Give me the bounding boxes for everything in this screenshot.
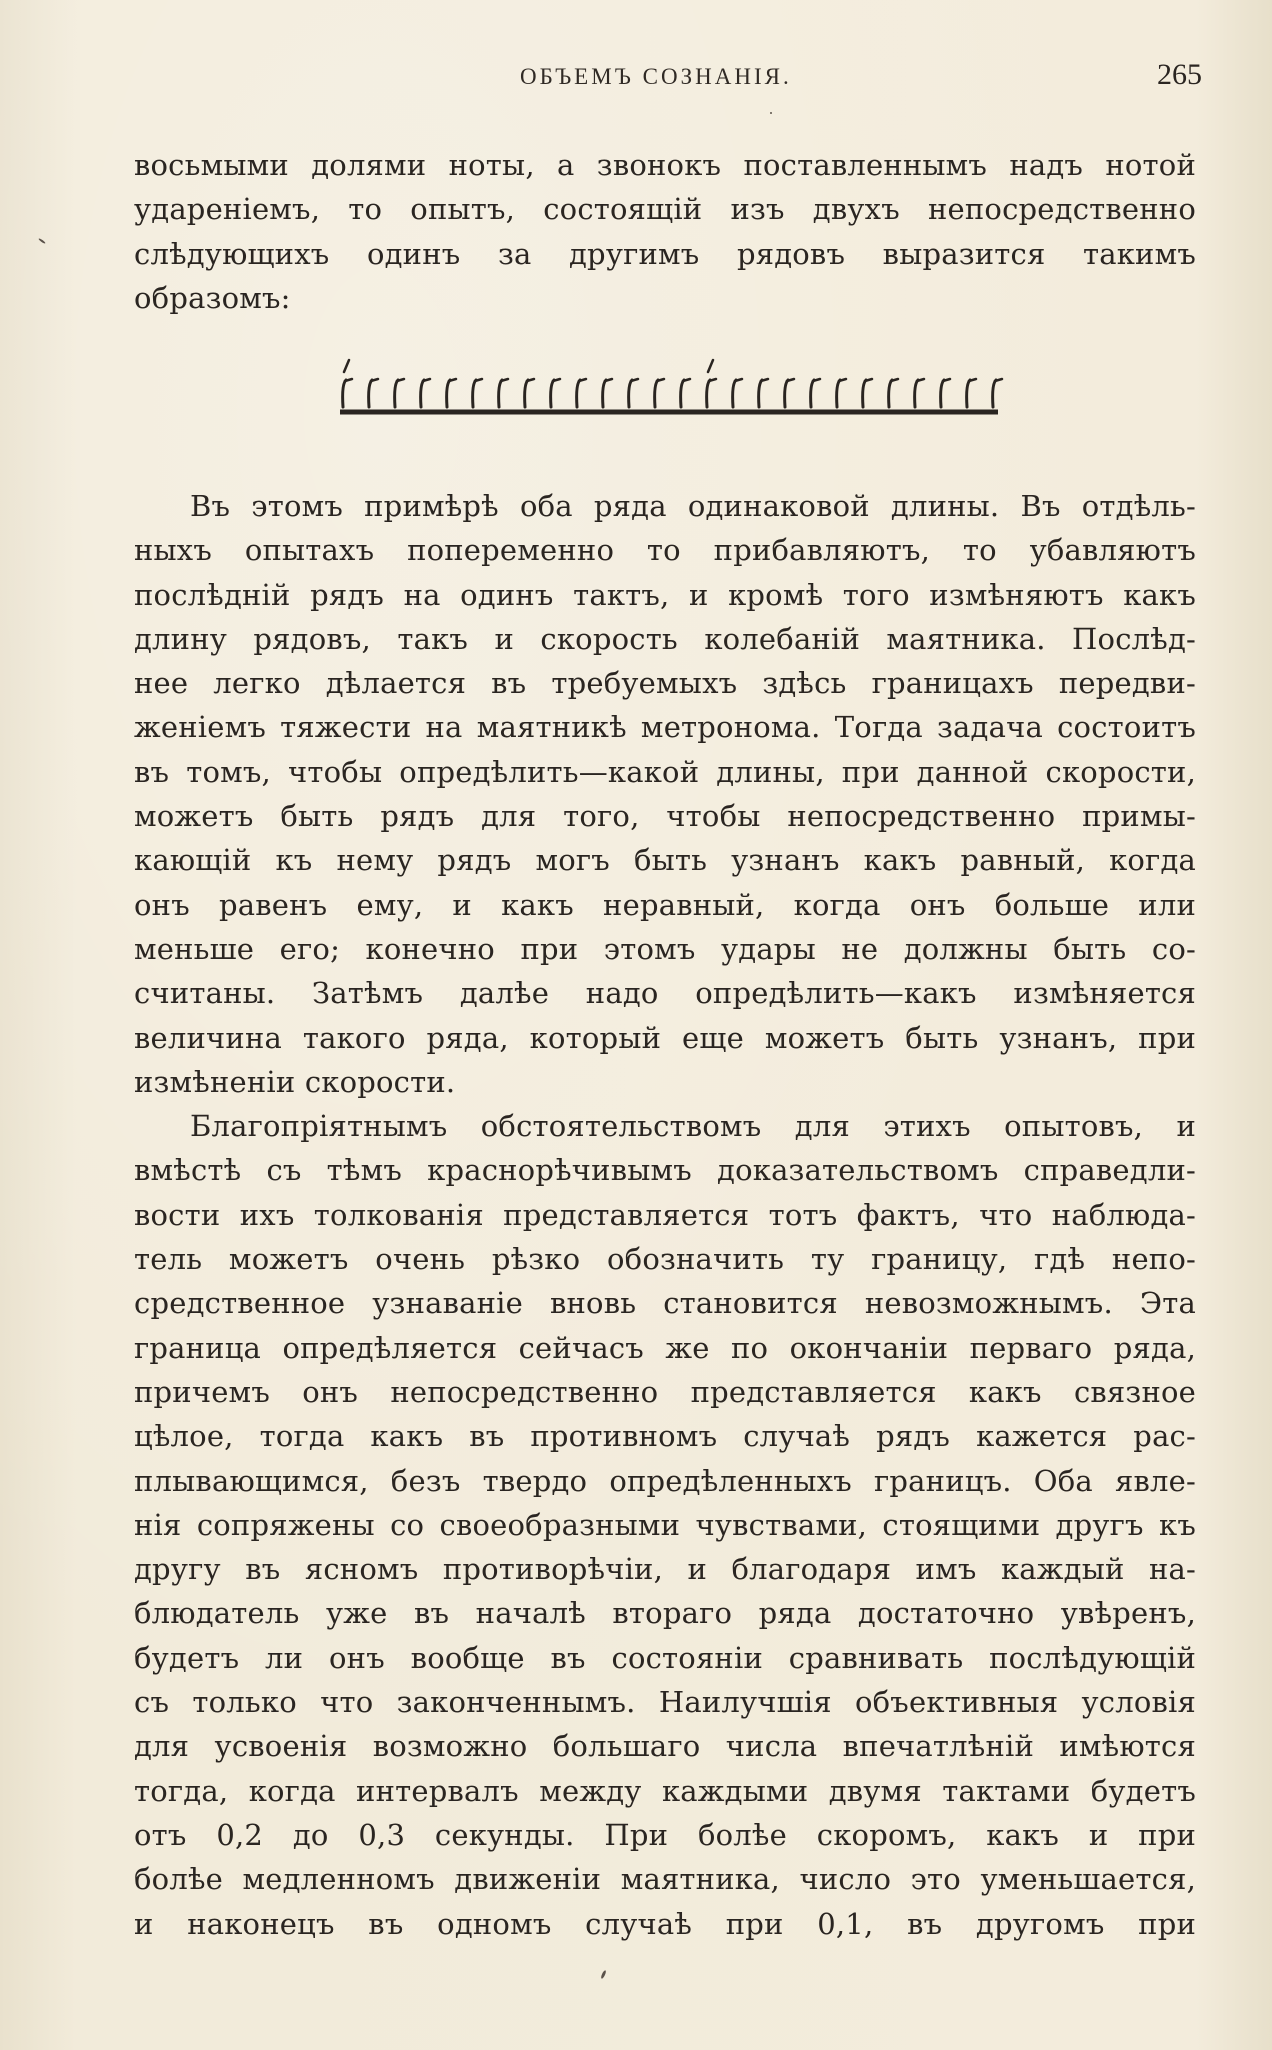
text-line: блюдатель уже въ началѣ втораго ряда достаточно увѣренъ,	[134, 1596, 1196, 1631]
text-line: послѣдній рядъ на одинъ тактъ, и кромѣ того измѣняютъ какъ	[134, 577, 1196, 612]
beat-tick	[395, 379, 404, 407]
beat-tick	[863, 379, 872, 407]
beat-tick	[655, 379, 664, 407]
text-line: кающій къ нему рядъ могъ быть узнанъ какъ равный, когда	[134, 843, 1196, 878]
accent-mark	[708, 360, 713, 372]
beat-tick	[551, 379, 560, 407]
text-line: граница опредѣляется сейчасъ же по окончаніи перваго ряда,	[134, 1330, 1196, 1365]
text-line: средственное узнаваніе вновь становится невозможнымъ. Эта	[134, 1286, 1196, 1321]
text-line: считаны. Затѣмъ далѣе надо опредѣлить—какъ измѣняется	[134, 976, 1196, 1011]
beat-tick	[343, 379, 352, 407]
text-line: ныхъ опытахъ попеременно то прибавляютъ, то убавляютъ	[134, 533, 1196, 568]
text-line: тель можетъ очень рѣзко обозначить ту границу, гдѣ непо-	[134, 1242, 1196, 1277]
text-line: онъ равенъ ему, и какъ неравный, когда онъ больше или	[134, 887, 1196, 922]
text-line: въ томъ, чтобы опредѣлить—какой длины, при данной скорости,	[134, 754, 1196, 789]
paper-speck	[38, 238, 46, 244]
paragraph-continuation	[134, 143, 1196, 320]
beat-tick	[993, 379, 1002, 407]
beat-tick	[577, 379, 586, 407]
beat-tick	[447, 379, 456, 407]
text-line: будетъ ли онъ вообще въ состояніи сравнивать послѣдующій	[134, 1640, 1196, 1675]
metronome-notation-figure	[334, 350, 1004, 420]
text-line: отъ 0,2 до 0,3 секунды. При болѣе скоромъ, какъ и при	[134, 1817, 1196, 1852]
beat-tick	[837, 379, 846, 407]
page-number: 265	[1157, 58, 1202, 91]
text-line: вости ихъ толкованія представляется тотъ фактъ, что наблюда-	[134, 1197, 1196, 1232]
text-line: можетъ быть рядъ для того, чтобы непосредственно примы-	[134, 799, 1196, 834]
text-line: съ только что законченнымъ. Наилучшія объективныя условія	[134, 1685, 1196, 1720]
beat-tick	[941, 379, 950, 407]
running-title: ОБЪЕМЪ СОЗНАНІЯ.	[520, 64, 792, 89]
beat-tick	[681, 379, 690, 407]
text-line: восьмыми долями ноты, а звонокъ поставленнымъ надъ нотой	[134, 148, 1196, 182]
text-line: тогда, когда интервалъ между каждыми двумя тактами будетъ	[134, 1773, 1196, 1808]
text-line: для усвоенія возможно большаго числа впечатлѣній имѣются	[134, 1729, 1196, 1764]
notation-svg	[334, 350, 1004, 420]
beat-tick	[889, 379, 898, 407]
text-line: другу въ ясномъ противорѣчіи, и благодаря имъ каждый на-	[134, 1552, 1196, 1587]
text-line: образомъ:	[134, 280, 291, 315]
beat-tick	[421, 379, 430, 407]
text-line: плывающимся, безъ твердо опредѣленныхъ границъ. Оба явле-	[134, 1463, 1196, 1498]
beat-tick	[811, 379, 820, 407]
beat-tick	[603, 379, 612, 407]
text-line: нія сопряжены со своеобразными чувствами, стоящими другъ къ	[134, 1507, 1196, 1542]
text-line: женіемъ тяжести на маятникѣ метронома. Тогда задача состоитъ	[134, 710, 1196, 745]
beat-tick	[629, 379, 638, 407]
text-line: меньше его; конечно при этомъ удары не должны быть со-	[134, 931, 1196, 966]
beat-tick	[733, 379, 742, 407]
paper-speck	[600, 1970, 607, 1979]
text-line: болѣе медленномъ движеніи маятника, число это уменьшается,	[134, 1862, 1196, 1897]
beat-tick	[369, 379, 378, 407]
text-line: цѣлое, тогда какъ въ противномъ случаѣ рядъ кажется рас-	[134, 1419, 1196, 1454]
text-line: удареніемъ, то опытъ, состоящій изъ двухъ непосредственно	[134, 192, 1196, 227]
beat-tick	[967, 379, 976, 407]
beat-tick	[707, 379, 716, 407]
beat-tick	[525, 379, 534, 407]
beat-tick	[499, 379, 508, 407]
beat-tick	[785, 379, 794, 407]
text-line: величина такого ряда, который еще можетъ быть узнанъ, при	[134, 1020, 1196, 1055]
text-line: вмѣстѣ съ тѣмъ краснорѣчивымъ доказательствомъ справедли-	[134, 1153, 1196, 1188]
text-line: нее легко дѣлается въ требуемыхъ здѣсь границахъ передви-	[134, 666, 1196, 701]
text-line: и наконецъ въ одномъ случаѣ при 0,1, въ другомъ при	[134, 1906, 1196, 1941]
text-line: измѣненіи скорости.	[134, 1064, 456, 1099]
text-line: длину рядовъ, такъ и скорость колебаній маятника. Послѣд-	[134, 621, 1196, 656]
text-line: слѣдующихъ одинъ за другимъ рядовъ выразится такимъ	[134, 236, 1196, 271]
text-line: Въ этомъ примѣрѣ оба ряда одинаковой длины. Въ отдѣль-	[190, 489, 1196, 523]
beat-tick	[473, 379, 482, 407]
beat-tick	[915, 379, 924, 407]
accent-mark	[344, 360, 349, 372]
text-line: причемъ онъ непосредственно представляется какъ связное	[134, 1374, 1196, 1409]
paper-speck	[770, 112, 772, 114]
text-line: Благопріятнымъ обстоятельствомъ для этихъ опытовъ, и	[190, 1109, 1196, 1144]
paragraph-main	[134, 484, 1196, 1946]
beat-tick	[759, 379, 768, 407]
